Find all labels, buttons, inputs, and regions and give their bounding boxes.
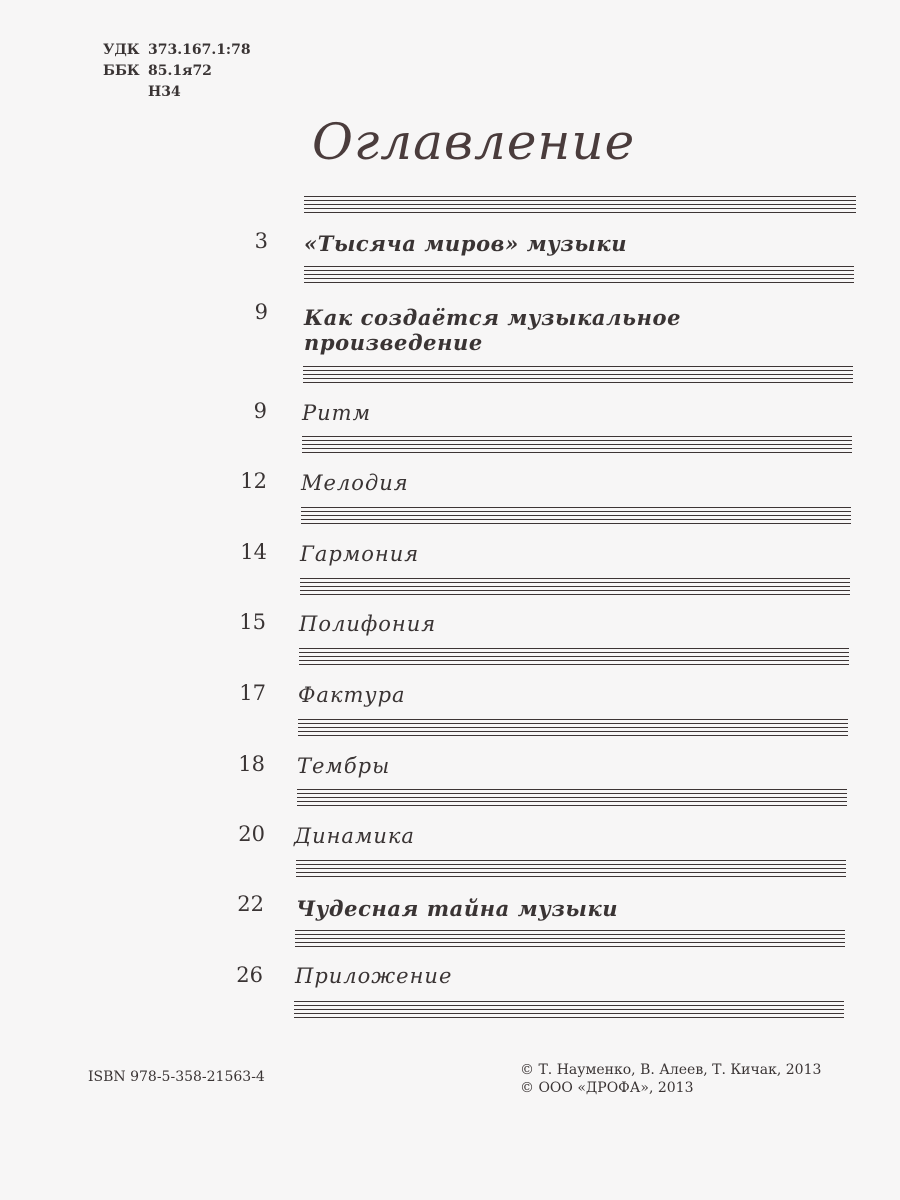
toc-title-continuation: произведение bbox=[304, 330, 483, 355]
author-mark: Н34 bbox=[148, 84, 181, 100]
staff-line bbox=[297, 789, 847, 807]
toc-page-number: 9 bbox=[253, 399, 267, 423]
copyright-publisher: © ООО «ДРОФА», 2013 bbox=[520, 1080, 694, 1096]
staff-line bbox=[296, 860, 846, 878]
toc-page-number: 26 bbox=[236, 963, 263, 987]
toc-page-number: 22 bbox=[237, 892, 264, 916]
toc-title: Ритм bbox=[302, 401, 371, 425]
staff-line bbox=[295, 930, 845, 948]
staff-line bbox=[303, 366, 853, 384]
toc-page-number: 3 bbox=[254, 229, 268, 253]
staff-line bbox=[294, 1001, 844, 1019]
staff-line bbox=[298, 719, 848, 737]
staff-line bbox=[300, 578, 850, 596]
staff-line bbox=[302, 436, 852, 454]
staff-line bbox=[299, 648, 849, 666]
copyright-authors: © Т. Науменко, В. Алеев, Т. Кичак, 2013 bbox=[520, 1062, 822, 1078]
udk-code: 373.167.1:78 bbox=[148, 42, 251, 58]
bbk-code: 85.1я72 bbox=[148, 63, 212, 79]
toc-title: «Тысяча миров» музыки bbox=[304, 231, 628, 256]
isbn: ISBN 978-5-358-21563-4 bbox=[88, 1069, 265, 1085]
toc-title: Как создаётся музыкальное bbox=[304, 305, 682, 330]
toc-page-number: 12 bbox=[240, 469, 267, 493]
toc-title: Приложение bbox=[295, 964, 453, 988]
udk-label: УДК bbox=[103, 42, 140, 58]
toc-page-number: 20 bbox=[238, 822, 265, 846]
toc-title: Чудесная тайна музыки bbox=[296, 896, 619, 921]
toc-page-number: 9 bbox=[254, 300, 268, 324]
bbk-label: ББК bbox=[103, 63, 140, 79]
toc-page-number: 14 bbox=[240, 540, 267, 564]
toc-title: Полифония bbox=[299, 612, 437, 636]
toc-page-number: 18 bbox=[238, 752, 265, 776]
toc-page-number: 17 bbox=[239, 681, 266, 705]
staff-line bbox=[304, 196, 856, 214]
toc-title: Фактура bbox=[298, 683, 406, 707]
bibliographic-codes bbox=[103, 40, 303, 103]
staff-line bbox=[301, 507, 851, 525]
toc-title: Динамика bbox=[294, 824, 415, 848]
staff-line bbox=[304, 266, 854, 284]
toc-title: Гармония bbox=[300, 542, 420, 566]
toc-page-number: 15 bbox=[239, 610, 266, 634]
toc-title: Тембры bbox=[297, 754, 391, 778]
toc-title: Мелодия bbox=[301, 471, 409, 495]
page-title: Оглавление bbox=[312, 113, 636, 171]
